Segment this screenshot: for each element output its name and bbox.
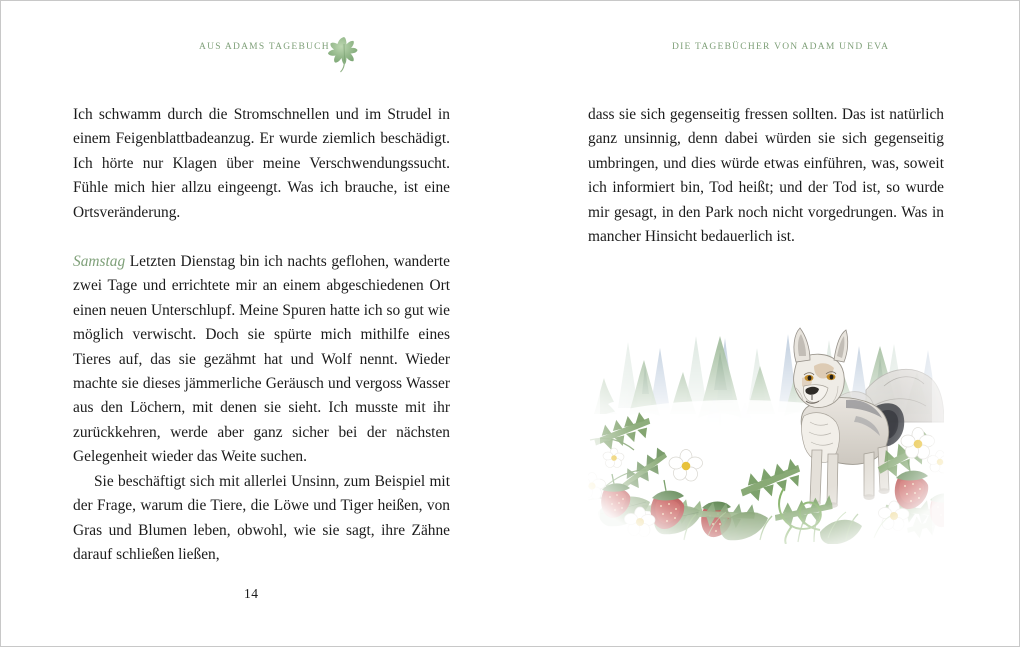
text-column-right [588, 103, 944, 250]
paragraph-left-3: Sie beschäftigt sich mit allerlei Unsinn, zum Beispiel mit der Frage, warum die Tiere, die Löwe und Tiger heißen, von Gras und Blumen leben, obwohl, wie sie sagt, ihre Zähne darauf schließen ließen, [73, 472, 450, 564]
running-head-right: DIE TAGEBÜCHER VON ADAM UND EVA [672, 42, 890, 52]
paragraph-right-1: dass sie sich gegenseitig fressen sollten. Das ist natürlich ganz unsinnig, denn dabei würden sie sich gegenseitig umbringen, und dies würde etwas einführen, was, soweit ich informiert bin, Tod heißt; und der Tod ist, so wurde mir gesagt, in den Park noch nicht vorgedrungen. Was in mancher Hinsicht bedauerlich ist. [588, 106, 944, 246]
day-label-samstag: Samstag [73, 252, 126, 270]
paragraph-left-1: Ich schwamm durch die Stromschnellen und im Strudel in einem Feigenblattbadeanzug. Er wurde ziemlich beschädigt. Ich hörte nur Klagen über meine Verschwendungssucht. Fühle mich hier allzu eingeengt. Was ich brauche, ist eine Ortsveränderung. [73, 106, 450, 221]
leaf-icon [323, 31, 365, 75]
paragraph-left-2 [73, 250, 450, 470]
watercolor-wolf-illustration [588, 290, 944, 544]
running-head-left: AUS ADAMS TAGEBUCH [199, 42, 330, 52]
text-column-left [73, 103, 450, 568]
page-number: 14 [244, 586, 259, 601]
paragraph-left-2-body: Letzten Dienstag bin ich nachts geflohen, wanderte zwei Tage und errichtete mir an einem abgeschiedenen Ort einen neuen Unterschlupf. Meine Spuren hatte ich so gut wie möglich verwischt. Doch sie spürte mich mithilfe eines Tieres auf, das sie gezähmt hat und Wolf nennt. Wieder machte sie dieses jämmerliche Geräusch und vergoss Wasser aus den Löchern, mit denen sie sieht. Ich musste mit ihr zurückkehren, werde aber ganz sicher bei der nächsten Gelegenheit wieder das Weite suchen. [73, 252, 450, 466]
